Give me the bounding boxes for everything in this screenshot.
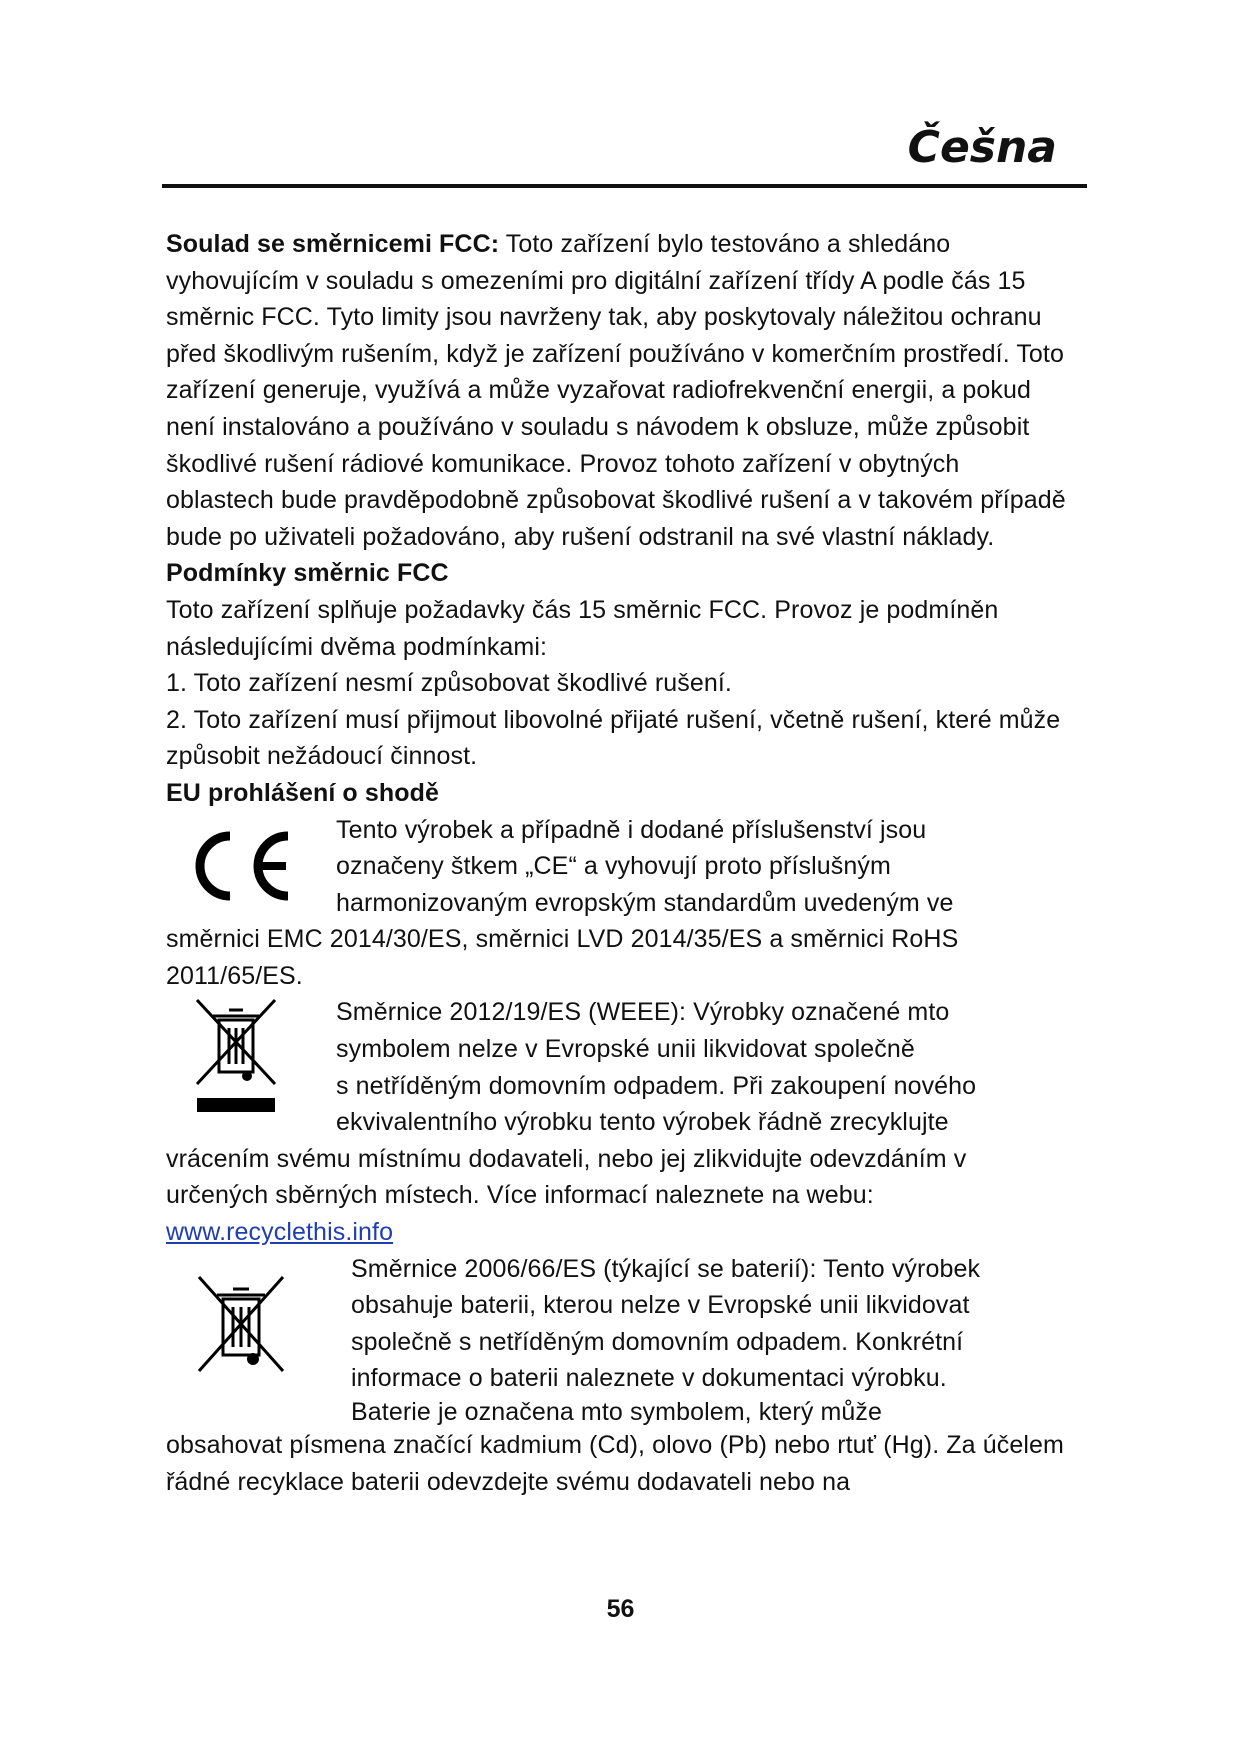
ce-line-3: harmonizovaným evropským standardům uvedeným ve xyxy=(336,888,954,917)
ce-line-2: označeny štkem „CE“ a vyhovují proto příslušným xyxy=(336,852,891,881)
eu-heading xyxy=(166,775,1066,812)
fcc-conditions-heading-text: Podmínky směrnic FCC xyxy=(166,559,449,588)
fcc-paragraph xyxy=(166,226,1066,555)
weee-block xyxy=(166,994,1066,1140)
battery-rest: obsahovat písmena značící kadmium (Cd), olovo (Pb) nebo rtuť (Hg). Za účelem řádné recyklace baterii odevzdejte svému dodavateli nebo na xyxy=(166,1431,1064,1496)
battery-block xyxy=(166,1251,1066,1427)
fcc-conditions-intro: Toto zařízení splňuje požadavky čás 15 směrnic FCC. Provoz je podmíněn následujícími dvěma podmínkami: xyxy=(166,595,999,661)
fcc-text: Toto zařízení bylo testováno a shledáno vyhovujícím v souladu s omezeními pro digitální zařízení třídy A podle čás 15 směrnic FCC. Tyto limity jsou navrženy tak, aby poskytovaly náležitou ochranu před škodlivým rušením, když je zařízení používáno v komerčním prostředí. Toto zařízení generuje, využívá a může vyzařovat radiofrekvenční energii, a pokud není instalováno a používáno v souladu s návodem k obsluze, může způsobit škodlivé rušení rádiové komunikace. Provoz tohoto zařízení v obytných oblastech bude pravděpodobně způsobovat škodlivé rušení a v takovém případě bude po uživateli požadováno, aby rušení odstranil na své vlastní náklady. xyxy=(166,230,1066,551)
battery-line-1: Směrnice 2006/66/ES (týkající se baterií): Tento výrobek xyxy=(351,1254,981,1283)
weee-line-2: symbolem nelze v Evropské unii likvidovat společně xyxy=(336,1035,915,1064)
header-rule xyxy=(162,184,1087,188)
battery-line-4: informace o baterii naleznete v dokumentaci výrobku. xyxy=(351,1364,947,1393)
ce-mark-icon xyxy=(186,826,296,917)
fcc-condition-2: 2. Toto zařízení musí přijmout libovolné přijaté rušení, včetně rušení, které může způsobit nežádoucí činnost. xyxy=(166,705,1061,771)
page-number: 56 xyxy=(606,1595,635,1623)
battery-line-2: obsahuje baterii, kterou nelze v Evropské unii likvidovat xyxy=(351,1291,970,1320)
battery-line-3: společně s netříděným domovním odpadem. Konkrétní xyxy=(351,1327,964,1356)
ce-line-1: Tento výrobek a případně i dodané příslušenství jsou xyxy=(336,815,927,844)
ce-block xyxy=(166,812,1066,922)
battery-bin-icon xyxy=(191,1271,291,1392)
page-content xyxy=(166,226,1066,1500)
ce-rest: směrnici EMC 2014/30/ES, směrnici LVD 2014/35/ES a směrnici RoHS 2011/65/ES. xyxy=(166,925,959,990)
fcc-condition-1: 1. Toto zařízení nesmí způsobovat škodlivé rušení. xyxy=(166,669,732,698)
weee-bin-icon xyxy=(191,998,281,1134)
fcc-conditions-heading xyxy=(166,555,1066,592)
page-title: Češna xyxy=(907,122,1057,173)
weee-line-1: Směrnice 2012/19/ES (WEEE): Výrobky označené mto xyxy=(336,998,950,1027)
weee-line-3: s netříděným domovním odpadem. Při zakoupení nového xyxy=(336,1071,977,1100)
weee-rest: vrácením svému místnímu dodavateli, nebo jej zlikvidujte odevzdáním v určených sběrných místech. Více informací naleznete na webu: xyxy=(166,1144,967,1210)
battery-line-5: Baterie je označena mto symbolem, který může xyxy=(351,1398,883,1426)
fcc-heading: Soulad se směrnicemi FCC: xyxy=(166,230,500,258)
page-header xyxy=(162,118,1087,188)
weee-line-4: ekvivalentního výrobku tento výrobek řádně zrecyklujte xyxy=(336,1108,949,1137)
recyclethis-link[interactable]: www.recyclethis.info xyxy=(166,1218,394,1247)
eu-heading-text: EU prohlášení o shodě xyxy=(166,778,439,807)
weee-link-line xyxy=(166,1214,1066,1251)
